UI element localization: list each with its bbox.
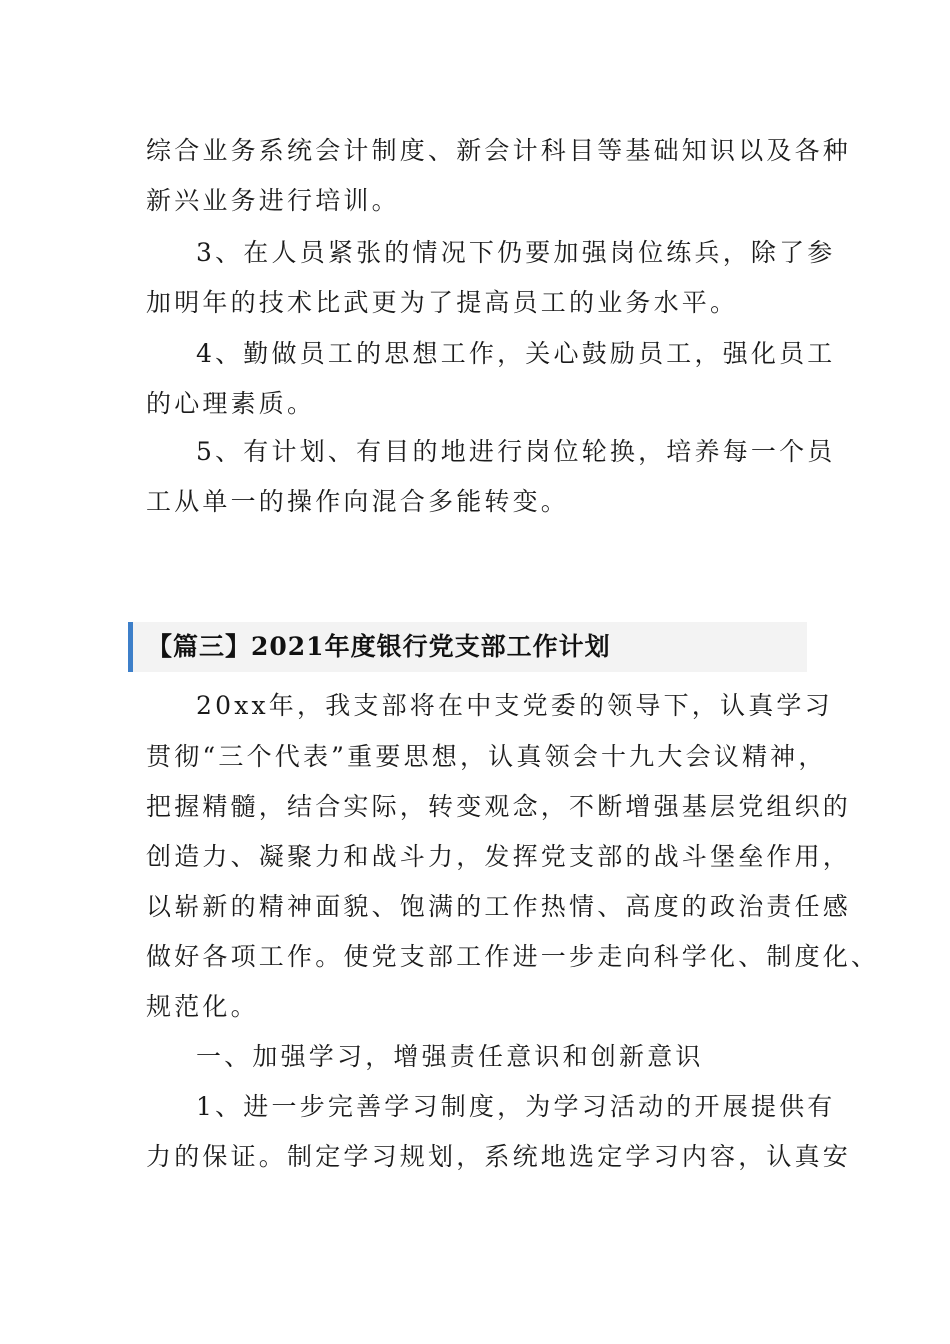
paragraph-line: 把握精髓，结合实际，转变观念，不断增强基层党组织的 [146, 792, 852, 821]
paragraph-line: 一、加强学习，增强责任意识和创新意识 [196, 1042, 704, 1071]
section-heading-title: 【篇三】2021年度银行党支部工作计划 [147, 632, 611, 661]
paragraph-line: 4、勤做员工的思想工作，关心鼓励员工，强化员工 [196, 339, 836, 368]
paragraph-line: 加明年的技术比武更为了提高员工的业务水平。 [146, 288, 739, 317]
paragraph-line: 以崭新的精神面貌、饱满的工作热情、高度的政治责任感 [146, 892, 852, 921]
paragraph-line: 1、进一步完善学习制度，为学习活动的开展提供有 [196, 1092, 836, 1121]
paragraph-line: 20xx年，我支部将在中支党委的领导下，认真学习 [196, 691, 833, 720]
section-heading [128, 622, 807, 672]
paragraph-line: 综合业务系统会计制度、新会计科目等基础知识以及各种 [146, 136, 852, 165]
paragraph-line: 做好各项工作。使党支部工作进一步走向科学化、制度化、 [146, 942, 880, 971]
paragraph-line: 创造力、凝聚力和战斗力，发挥党支部的战斗堡垒作用， [146, 842, 852, 871]
paragraph-line: 工从单一的操作向混合多能转变。 [146, 487, 570, 516]
paragraph-line: 贯彻“三个代表”重要思想，认真领会十九大会议精神， [146, 742, 827, 771]
paragraph-line: 3、在人员紧张的情况下仍要加强岗位练兵，除了参 [196, 238, 836, 267]
paragraph-line: 的心理素质。 [146, 389, 316, 418]
paragraph-line: 规范化。 [146, 992, 259, 1021]
paragraph-line: 5、有计划、有目的地进行岗位轮换，培养每一个员 [196, 437, 836, 466]
paragraph-line: 力的保证。制定学习规划，系统地选定学习内容，认真安 [146, 1142, 852, 1171]
paragraph-line: 新兴业务进行培训。 [146, 186, 400, 215]
